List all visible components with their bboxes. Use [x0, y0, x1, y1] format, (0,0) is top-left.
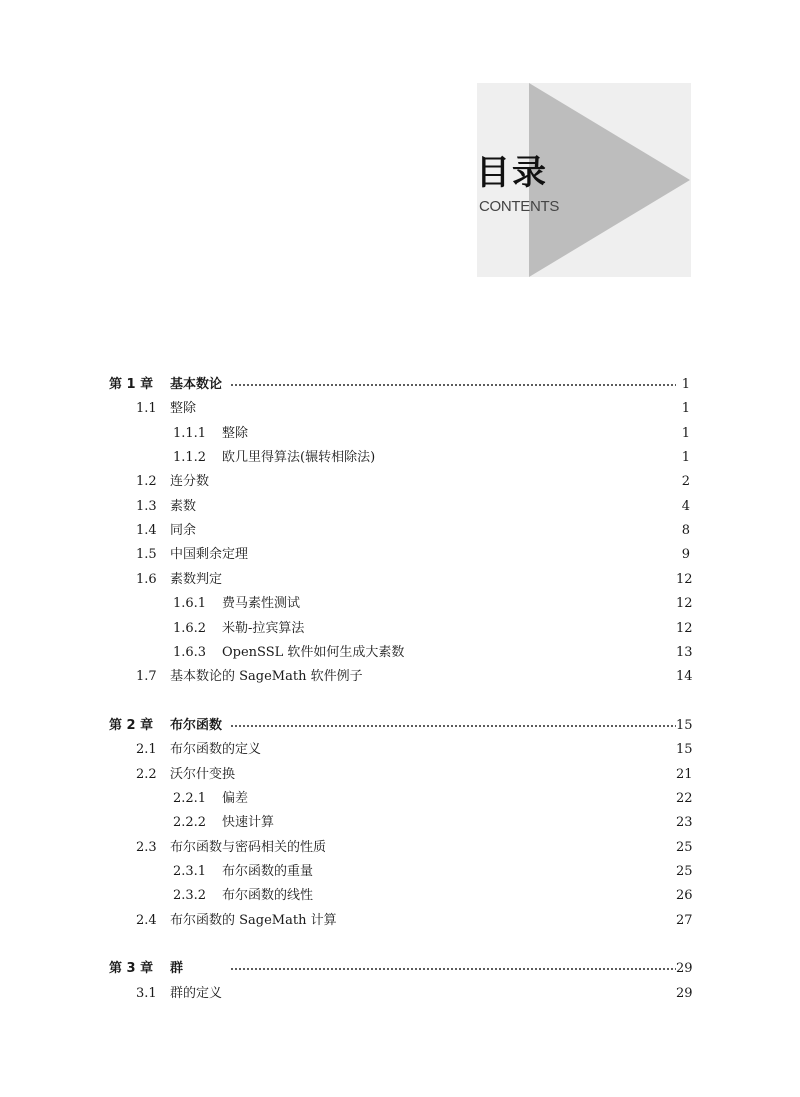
toc-entry-number: 1.6	[136, 571, 157, 587]
toc-entry-number: 第 2 章	[109, 717, 154, 733]
toc-chapter-row[interactable]	[0, 373, 800, 397]
toc-entry-page: 13	[676, 641, 690, 665]
toc-entry-number: 2.2.1	[173, 790, 207, 806]
toc-subsection-row[interactable]	[0, 884, 800, 908]
toc-entry-number: 2.2	[136, 766, 157, 782]
toc-entry-page: 25	[676, 860, 690, 884]
toc-section-row[interactable]	[0, 763, 800, 787]
toc-entry-number: 2.2.2	[173, 815, 207, 831]
toc-entry-page: 29	[676, 957, 690, 981]
toc-entry-number: 2.1	[136, 742, 157, 758]
toc-entry-number: 1.4	[136, 523, 157, 539]
toc-subsection-row[interactable]	[0, 446, 800, 470]
toc-entry-title: 费马素性测试	[222, 592, 303, 616]
toc-entry-title: 偏差	[222, 787, 251, 811]
toc-section-row[interactable]	[0, 665, 800, 689]
toc-entry-title: 布尔函数的重量	[222, 860, 316, 884]
toc-entry-title: 素数判定	[170, 568, 225, 592]
toc-entry-title: 快速计算	[222, 811, 277, 835]
toc-entry-page: 4	[676, 495, 690, 519]
toc-entry-number: 1.5	[136, 547, 157, 563]
toc-entry-title: 群的定义	[170, 982, 225, 1006]
toc-entry-number: 1.1.2	[173, 450, 207, 466]
toc-entry-number: 3.1	[136, 985, 157, 1001]
page-title: 目录	[476, 153, 548, 193]
toc-entry-page: 1	[676, 373, 690, 397]
toc-entry-page: 12	[676, 568, 690, 592]
toc-entry-number: 2.3	[136, 839, 157, 855]
toc-entry-page: 2	[676, 470, 690, 494]
toc-entry-title: 中国剩余定理	[170, 543, 251, 567]
toc-entry-title: 群	[170, 957, 186, 981]
toc-entry-page: 14	[676, 665, 690, 689]
toc-entry-page: 23	[676, 811, 690, 835]
toc-entry-number: 2.4	[136, 912, 157, 928]
toc-entry-page: 26	[676, 884, 690, 908]
toc-entry-number: 1.7	[136, 669, 157, 685]
toc-subsection-row[interactable]	[0, 860, 800, 884]
toc-entry-number: 2.3.1	[173, 864, 207, 879]
toc-chapter-row[interactable]	[0, 714, 800, 738]
toc-entry-number: 1.6.1	[173, 596, 207, 612]
toc-entry-page: 15	[676, 738, 690, 762]
toc-entry-number: 2.3.2	[173, 888, 207, 904]
dot-leader	[230, 725, 676, 727]
toc-entry-page: 29	[676, 982, 690, 1006]
toc-entry-title: 素数	[170, 495, 199, 519]
toc-entry-title: 布尔函数与密码相关的性质	[170, 836, 329, 860]
toc-section-row[interactable]	[0, 495, 800, 519]
toc-entry-title: 整除	[222, 422, 251, 446]
toc-section-row[interactable]	[0, 836, 800, 860]
toc-section-row[interactable]	[0, 470, 800, 494]
toc-entry-page: 15	[676, 714, 690, 738]
toc-section-row[interactable]	[0, 543, 800, 567]
toc-entry-number: 1.2	[136, 474, 157, 490]
toc-subsection-row[interactable]	[0, 592, 800, 616]
toc-entry-page: 12	[676, 617, 690, 641]
toc-entry-title: 整除	[170, 397, 199, 421]
toc-entry-title: 沃尔什变换	[170, 763, 238, 787]
toc-section-row[interactable]	[0, 568, 800, 592]
toc-entry-title: OpenSSL 软件如何生成大素数	[222, 641, 407, 665]
toc-entry-page: 27	[676, 909, 690, 933]
toc-entry-page: 1	[676, 422, 690, 446]
toc-entry-page: 12	[676, 592, 690, 616]
toc-entry-page: 22	[676, 787, 690, 811]
toc-entry-title: 同余	[170, 519, 199, 543]
toc-entry-page: 25	[676, 836, 690, 860]
toc-entry-page: 1	[676, 397, 690, 421]
toc-subsection-row[interactable]	[0, 787, 800, 811]
toc-subsection-row[interactable]	[0, 641, 800, 665]
page-subtitle: CONTENTS	[479, 198, 560, 215]
toc-entry-page: 9	[676, 543, 690, 567]
toc-subsection-row[interactable]	[0, 422, 800, 446]
toc-entry-number: 1.6.2	[173, 620, 207, 636]
toc-entry-title: 布尔函数的定义	[170, 738, 264, 762]
toc-entry-title: 基本数论的 SageMath 软件例子	[170, 665, 366, 689]
toc-entry-page: 8	[676, 519, 690, 543]
toc-entry-title: 布尔函数的 SageMath 计算	[170, 909, 340, 933]
toc-subsection-row[interactable]	[0, 811, 800, 835]
toc-section-row[interactable]	[0, 909, 800, 933]
toc-section-row[interactable]	[0, 397, 800, 421]
dot-leader	[230, 384, 676, 386]
toc-entry-number: 第 3 章	[109, 961, 154, 977]
toc-entry-title: 基本数论	[170, 373, 225, 397]
toc-entry-number: 第 1 章	[109, 377, 154, 392]
toc-entry-number: 1.3	[136, 498, 157, 514]
toc-entry-number: 1.1	[136, 401, 157, 417]
toc-entry-number: 1.6.3	[173, 644, 207, 660]
toc-chapter-row[interactable]	[0, 957, 800, 981]
toc-section-row[interactable]	[0, 982, 800, 1006]
toc-entry-title: 布尔函数的线性	[222, 884, 316, 908]
toc-section-row[interactable]	[0, 738, 800, 762]
toc-entry-title: 米勒-拉宾算法	[222, 617, 307, 641]
toc-entry-title: 布尔函数	[170, 714, 225, 738]
toc-entry-title: 欧几里得算法(辗转相除法)	[222, 446, 378, 470]
toc-entry-title: 连分数	[170, 470, 212, 494]
toc-section-row[interactable]	[0, 519, 800, 543]
toc-entry-page: 1	[676, 446, 690, 470]
dot-leader	[230, 968, 676, 970]
toc-entry-page: 21	[676, 763, 690, 787]
toc-entry-number: 1.1.1	[173, 425, 207, 441]
toc-subsection-row[interactable]	[0, 617, 800, 641]
